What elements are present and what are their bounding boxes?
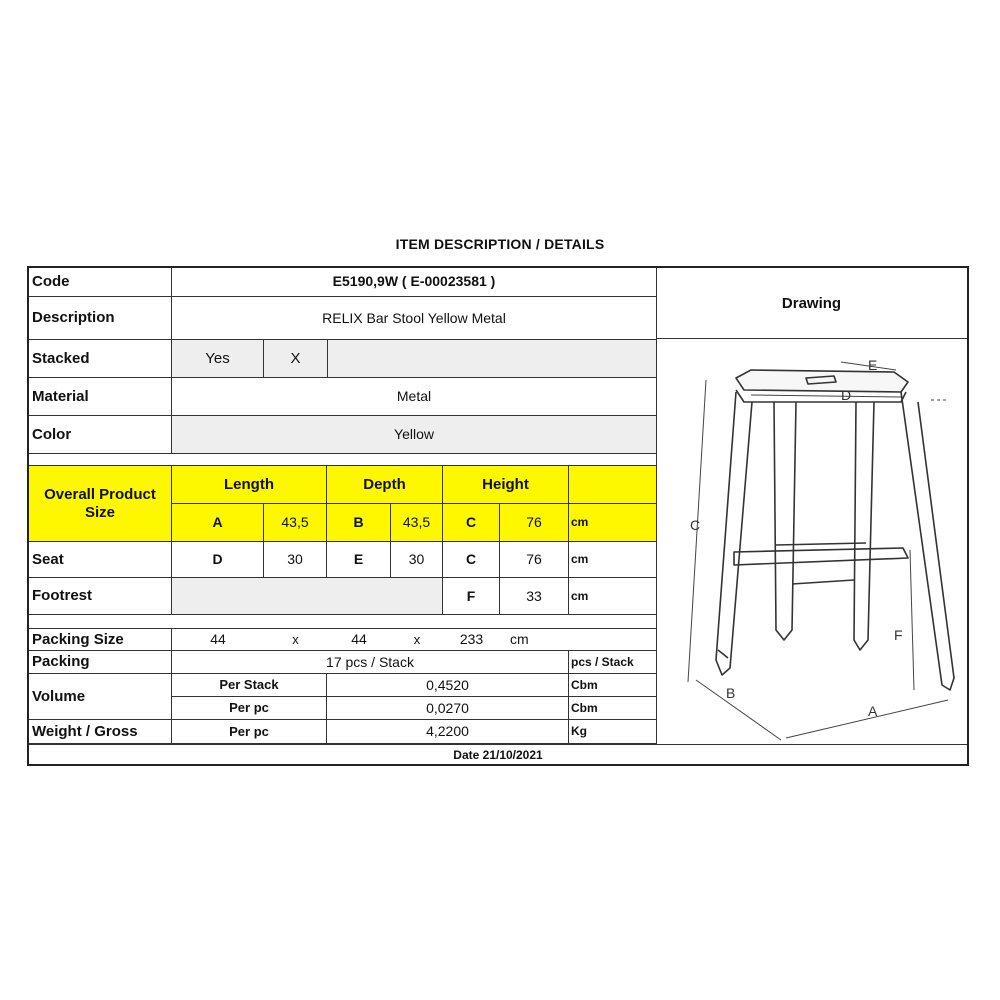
stacked-label: Stacked [29,340,172,378]
packing-unit: pcs / Stack [569,651,657,674]
stacked-mark: X [264,340,328,378]
overall-a-value: 43,5 [264,504,327,542]
spacer-row [29,454,657,466]
overall-b-letter: B [327,504,391,542]
footrest-f-value: 33 [500,578,569,615]
packing-size-x1: x [264,629,327,651]
dim-c-letter: C [690,517,701,533]
length-header: Length [172,466,327,504]
color-label: Color [29,416,172,454]
depth-header: Depth [327,466,443,504]
overall-header-empty [569,466,657,504]
dim-a-letter: A [868,703,878,719]
packing-label: Packing [29,651,172,674]
overall-c-letter: C [443,504,500,542]
footrest-label: Footrest [29,578,172,615]
volume-per-pc-unit: Cbm [569,697,657,720]
material-value: Metal [172,378,657,416]
height-header: Height [443,466,569,504]
weight-label: Weight / Gross [29,720,172,744]
packing-value: 17 pcs / Stack [172,651,569,674]
stacked-empty [328,340,657,378]
spacer-row-2 [29,615,657,629]
description-label: Description [29,297,172,340]
stool-drawing [656,340,967,744]
footrest-empty [172,578,443,615]
seat-c-value: 76 [500,542,569,578]
seat-label: Seat [29,542,172,578]
date-footer: Date 21/10/2021 [453,748,543,762]
overall-a-letter: A [172,504,264,542]
volume-per-pc-value: 0,0270 [327,697,569,720]
volume-per-stack-unit: Cbm [569,674,657,697]
material-label: Material [29,378,172,416]
overall-unit: cm [569,504,657,542]
stacked-yes: Yes [172,340,264,378]
packing-size-unit: cm [500,629,569,651]
packing-size-label: Packing Size [29,629,172,651]
overall-size-label: Overall Product Size [29,466,172,542]
packing-size-x2: x [391,629,443,651]
volume-label: Volume [29,674,172,720]
weight-per-pc-label: Per pc [172,720,327,744]
seat-d-letter: D [172,542,264,578]
stool-illustration [656,340,967,744]
seat-c-letter: C [443,542,500,578]
weight-value: 4,2200 [327,720,569,744]
footrest-unit: cm [569,578,657,615]
code-label: Code [29,267,172,297]
footrest-f-letter: F [443,578,500,615]
volume-per-pc-label: Per pc [172,697,327,720]
volume-per-stack-value: 0,4520 [327,674,569,697]
overall-b-value: 43,5 [391,504,443,542]
weight-unit: Kg [569,720,657,744]
color-value: Yellow [172,416,657,454]
volume-per-stack-label: Per Stack [172,674,327,697]
packing-size-height: 233 [443,629,500,651]
dim-d-letter: D [841,387,852,403]
dim-e-letter: E [868,357,878,373]
packing-size-length: 44 [172,629,264,651]
seat-unit: cm [569,542,657,578]
seat-e-letter: E [327,542,391,578]
description-value: RELIX Bar Stool Yellow Metal [172,297,657,340]
packing-size-width: 44 [327,629,391,651]
dim-f-letter: F [894,627,903,643]
dim-b-letter: B [726,685,736,701]
code-value: E5190,9W ( E-00023581 ) [172,267,657,297]
drawing-header: Drawing [656,267,967,339]
page-title: ITEM DESCRIPTION / DETAILS [395,236,605,252]
seat-e-value: 30 [391,542,443,578]
packing-size-empty [569,629,657,651]
overall-c-value: 76 [500,504,569,542]
seat-d-value: 30 [264,542,327,578]
drawing-divider [656,267,657,744]
